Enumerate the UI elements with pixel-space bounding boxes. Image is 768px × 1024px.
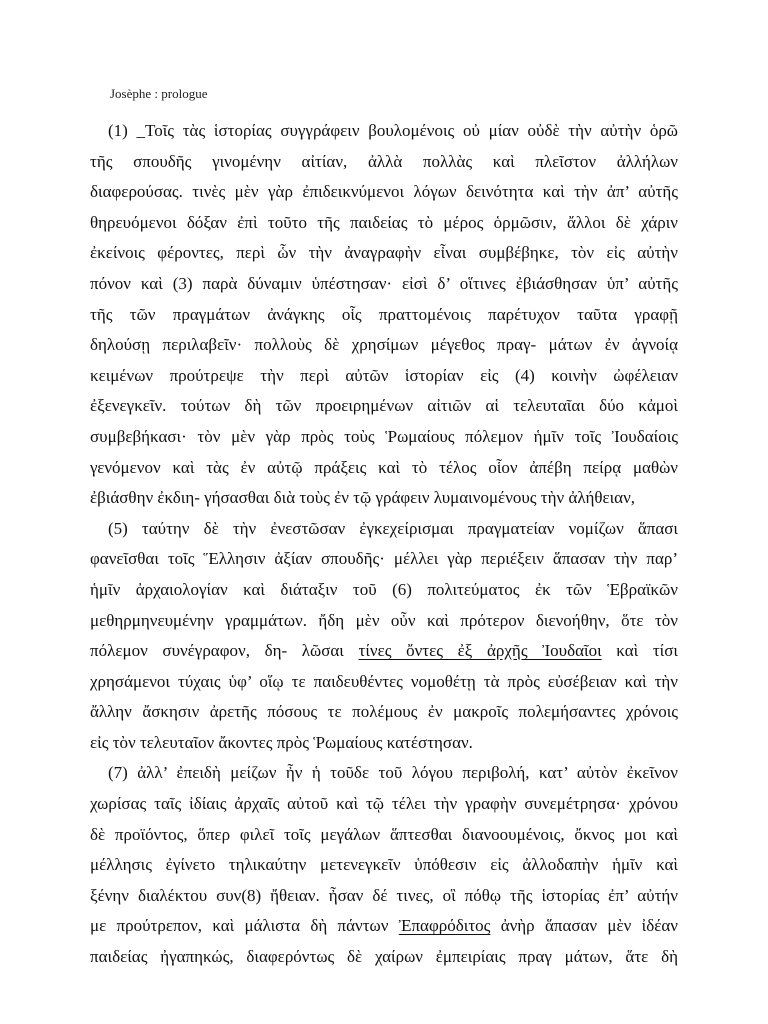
text-segment: συμβεβήκασι· τὸν μὲν γὰρ πρὸς τοὺς Ῥωμαίους πόλεμον ἡμῖν τοῖς Ἰουδαίοις xyxy=(90,426,678,446)
text-segment: φανεῖσθαι τοῖς Ἕλλησιν ἀξίαν σπουδῆς· μέλλει γὰρ περιέξειν ἅπασαν τὴν παρ’ xyxy=(90,549,678,569)
text-segment: κειμένων προύτρεψε τὴν περὶ αὐτῶν ἱστορίαν εἰς (4) κοινὴν ὠφέλειαν xyxy=(90,365,678,385)
text-segment: (1) _Τοῖς τὰς ἱστορίας συγγράφειν βουλομένοις οὐ μίαν οὐδὲ τὴν αὐτὴν ὁρῶ xyxy=(108,121,678,140)
text-segment: δὲ προϊόντος, ὅπερ φιλεῖ τοῖς μεγάλων ἅπτεσθαι διανοουμένοις, ὄκνος μοι καὶ xyxy=(90,824,678,844)
text-segment: διαφερούσας. τινὲς μὲν γὰρ ἐπιδεικνύμενοι λόγων δεινότητα καὶ τὴν ἀπ’ αὐτῆς xyxy=(90,182,678,202)
text-line xyxy=(90,330,678,361)
text-line xyxy=(90,422,678,453)
text-segment: ξένην διαλέκτου συν(8) ἤθειαν. ἦσαν δέ τινες, οἳ πόθῳ τῆς ἱστορίας ἐπ’ αὐτήν xyxy=(90,885,678,905)
running-head: Josèphe : prologue xyxy=(110,86,208,101)
text-segment: χρησάμενοι τύχαις ὑφ’ οἵῳ τε παιδευθέντες νομοθέτῃ τὰ πρὸς εὐσέβειαν καὶ τὴν xyxy=(90,671,678,691)
text-line xyxy=(90,667,678,698)
text-segment: χωρίσας ταῖς ἰδίαις ἀρχαῖς αὐτοῦ καὶ τῷ τέλει τὴν γραφὴν συνεμέτρησα· χρόνου xyxy=(90,794,678,814)
text-segment: (5) ταύτην δὲ τὴν ἐνεστῶσαν ἐγκεχείρισμαι πραγματείαν νομίζων ἅπασι xyxy=(108,518,678,538)
text-line xyxy=(90,269,678,300)
text-segment: ἐξενεγκεῖν. τούτων δὴ τῶν προειρημένων αἰτιῶν αἱ τελευταῖαι δύο κἀμοὶ xyxy=(90,396,678,416)
text-line xyxy=(90,238,678,269)
text-line xyxy=(90,147,678,178)
text-line xyxy=(90,514,678,545)
underlined-phrase: Ἐπαφρόδιτος xyxy=(398,916,491,936)
text-line xyxy=(90,697,678,728)
text-line xyxy=(90,361,678,392)
text-segment: παιδείας ἠγαπηκώς, διαφερόντως δὲ χαίρων ἐμπειρίαις πραγ μάτων, ἅτε δὴ xyxy=(90,947,678,967)
text-segment: μέλλησις ἐγίνετο τηλικαύτην μετενεγκεῖν ὑπόθεσιν εἰς ἀλλοδαπὴν ἡμῖν καὶ xyxy=(90,855,678,875)
text-segment: πόνον καὶ (3) παρὰ δύναμιν ὑπέστησαν· εἰσὶ δ’ οἵτινες ἐβιάσθησαν ὑπ’ αὐτῆς xyxy=(90,273,678,293)
text-line xyxy=(90,789,678,820)
text-line xyxy=(90,208,678,239)
text-segment: ἐκείνοις φέροντες, περὶ ὧν τὴν ἀναγραφὴν εἶναι συμβέβηκε, τὸν εἰς αὐτὴν xyxy=(90,243,678,263)
text-segment: καὶ τίσι xyxy=(601,641,678,661)
text-segment: με προύτρεπον, καὶ μάλιστα δὴ πάντων xyxy=(90,916,399,936)
text-segment: πόλεμον συνέγραφον, δη- λῶσαι xyxy=(90,641,359,661)
text-line xyxy=(90,911,678,942)
text-line xyxy=(90,177,678,208)
text-segment: τῆς σπουδῆς γινομένην αἰτίαν, ἀλλὰ πολλὰς καὶ πλεῖστον ἀλλήλων xyxy=(90,151,678,171)
text-line xyxy=(90,544,678,575)
underlined-phrase: τίνες ὄντες ἐξ ἀρχῆς Ἰουδαῖοι xyxy=(358,641,602,661)
text-line xyxy=(90,391,678,422)
text-line xyxy=(90,300,678,331)
text-segment: (7) ἀλλ’ ἐπειδὴ μείζων ἦν ἡ τοῦδε τοῦ λόγου περιβολή, κατ’ αὐτὸν ἐκεῖνον xyxy=(108,763,678,783)
text-segment: μεθηρμηνευμένην γραμμάτων. ἤδη μὲν οὖν καὶ πρότερον διενοήθην, ὅτε τὸν xyxy=(90,610,678,630)
text-line xyxy=(90,820,678,851)
text-line xyxy=(90,453,678,484)
text-segment: ἐβιάσθην ἐκδιη- γήσασθαι διὰ τοὺς ἐν τῷ γράφειν λυμαινομένους τὴν ἀλήθειαν, xyxy=(90,488,636,508)
text-segment: γενόμενον καὶ τὰς ἐν αὐτῷ πράξεις καὶ τὸ τέλος οἷον ἀπέβη πείρᾳ μαθὼν xyxy=(90,457,678,477)
text-segment: ἡμῖν ἀρχαιολογίαν καὶ διάταξιν τοῦ (6) πολιτεύματος ἐκ τῶν Ἑβραϊκῶν xyxy=(90,579,678,599)
text-line xyxy=(90,881,678,912)
text-line xyxy=(90,850,678,881)
text-segment: ἄλλην ἄσκησιν ἀρετῆς πόσους τε πολέμους ἐν μακροῖς πολεμήσαντες χρόνοις xyxy=(90,702,678,722)
body-text xyxy=(90,116,678,973)
text-segment: δηλούσῃ περιλαβεῖν· πολλοὺς δὲ χρησίμων μέγεθος πραγ- μάτων ἐν ἀγνοίᾳ xyxy=(90,335,678,355)
text-line xyxy=(90,116,678,147)
text-line xyxy=(90,483,678,514)
text-segment: εἰς τὸν τελευταῖον ἄκοντες πρὸς Ῥωμαίους κατέστησαν. xyxy=(90,732,473,752)
text-line xyxy=(90,942,678,973)
text-line xyxy=(90,758,678,789)
text-line xyxy=(90,575,678,606)
text-segment: ἀνὴρ ἅπασαν μὲν ἰδέαν xyxy=(490,916,678,936)
text-line xyxy=(90,606,678,637)
text-line xyxy=(90,636,678,667)
text-segment: τῆς τῶν πραγμάτων ἀνάγκης οἷς πραττομένοις παρέτυχον ταῦτα γραφῇ xyxy=(90,304,678,324)
text-line xyxy=(90,728,678,759)
text-segment: θηρευόμενοι δόξαν ἐπὶ τοῦτο τῆς παιδείας τὸ μέρος ὁρμῶσιν, ἄλλοι δὲ χάριν xyxy=(90,212,678,232)
